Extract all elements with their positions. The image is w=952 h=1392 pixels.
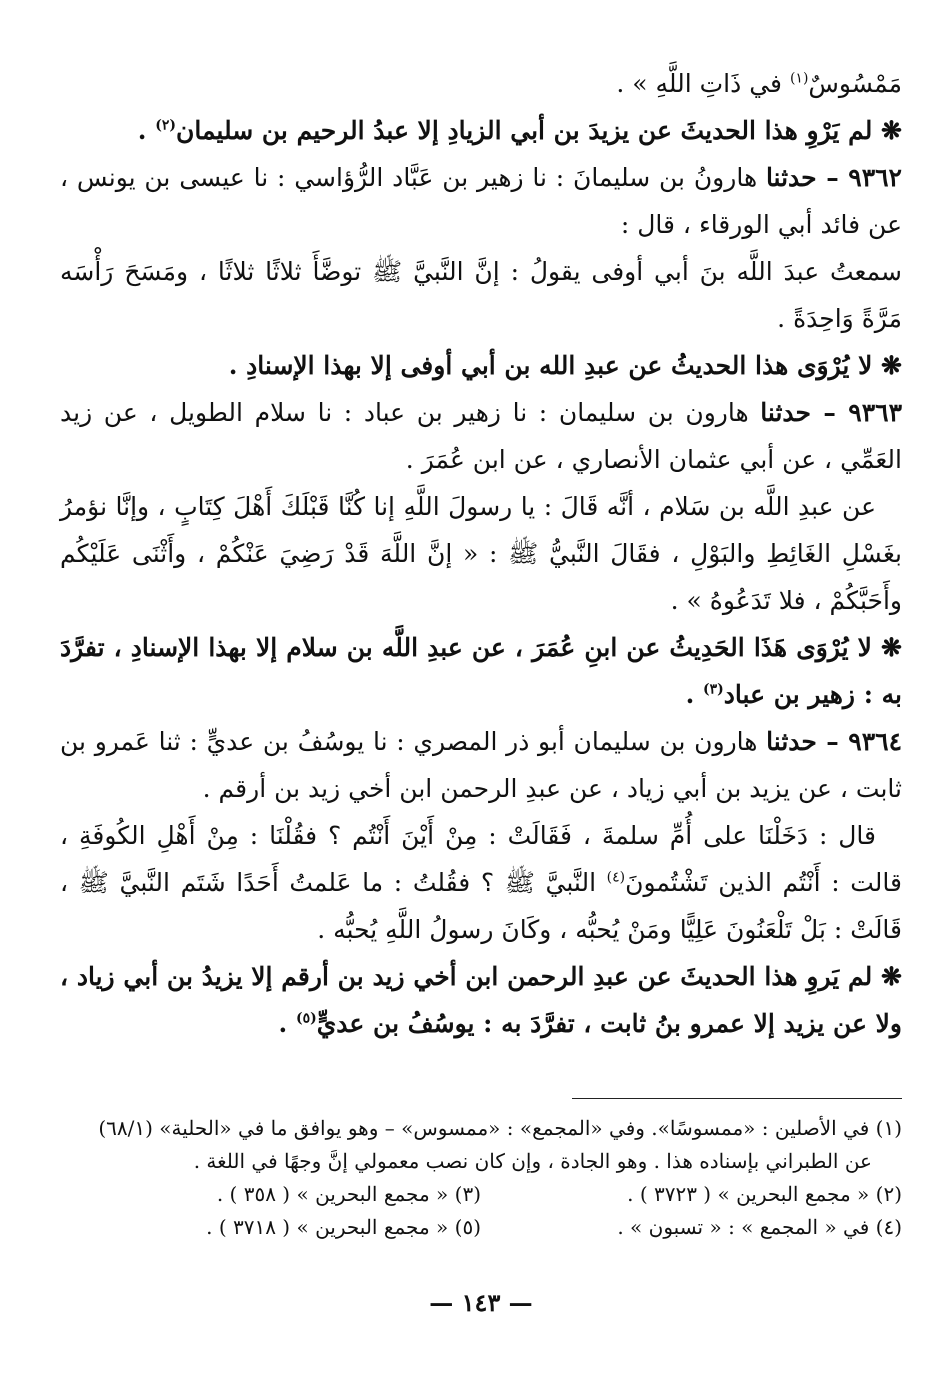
footnote-4: (٤) في « المجمع » : « تسبون » . — [617, 1215, 902, 1239]
hadith-9364-text: هارون بن سليمان أبو ذر المصري : نا يوسُفُ بن عديٍّ : ثنا عَمرو بن ثابت ، عن يزيد بن أبي زياد ، عن عبدِ الرحمن ابن أخي زيد بن أرقم . — [60, 727, 902, 803]
footnote-5: (٥) « مجمع البحرين » ( ٣٧١٨ ) . — [206, 1215, 481, 1239]
comment-2-text: لا يُرْوَى هذا الحديثُ عن عبدِ الله بن أبي أوفى إلا بهذا الإسنادِ . — [228, 351, 882, 380]
hadith-9364-chain — [60, 718, 902, 812]
comment-3-text: لا يُرْوَى هَذَا الحَدِيثُ عن ابنِ عُمَرَ ، عن عبدِ اللَّه بن سلام إلا بهذا الإسنادِ ، تفرَّدَ به : زهير بن عباد — [60, 633, 902, 709]
comment-4-end: . — [278, 1009, 296, 1038]
star-icon: ❋ — [881, 116, 902, 145]
hadith-9362-chain — [60, 154, 902, 248]
hadith-9362-body: سمعتُ عبدَ اللَّه بنَ أبي أوفى يقولُ : إنَّ النَّبيَّ ﷺ توضَّأَ ثلاثًا ثلاثًا ، ومَسَحَ رَأْسَه مَرَّةً وَاحِدَةً . — [60, 257, 902, 333]
comment-1 — [60, 107, 902, 154]
hadith-9363-number: ٩٣٦٣ – حدثنا — [760, 398, 903, 427]
footnote-row-4-5 — [60, 1211, 902, 1243]
footnote-2: (٢) « مجمع البحرين » ( ٣٧٢٣ ) . — [627, 1182, 902, 1206]
comment-2 — [60, 342, 902, 389]
text-p1: مَمْسُوسٌ — [808, 69, 902, 98]
comment-4-text: لم يَروِ هذا الحديثَ عن عبدِ الرحمن ابن أخي زيد بن أرقم إلا يزيدُ بن أبي زياد ، ولا عن يزيد إلا عمرو بنُ ثابت ، تفرَّدَ به : يوسُفُ بن عديٍّ — [60, 962, 902, 1038]
text-line-1 — [60, 60, 902, 107]
footnote-ref-2: (٢) — [155, 117, 176, 134]
comment-3-end: . — [685, 680, 704, 709]
hadith-9363-text: هارون بن سليمان : نا زهير بن عباد : نا سلام الطويل ، عن زيد العَمِّي ، عن أبي عثمان الأنصاري ، عن ابن عُمَرَ . — [60, 398, 902, 474]
hadith-9362-number: ٩٣٦٢ – حدثنا — [765, 163, 902, 192]
hadith-9364-number: ٩٣٦٤ – حدثنا — [766, 727, 902, 756]
comment-3 — [60, 624, 902, 718]
star-icon: ❋ — [881, 962, 902, 991]
hadith-9363-chain — [60, 389, 902, 483]
page-number: — ١٤٣ — — [429, 1288, 533, 1317]
footnote-1-cont: عن الطبراني بإسناده هذا . وهو الجادة ، وإن كان نصب معمولي إنَّ وجهًا في اللغة . — [193, 1149, 872, 1173]
hadith-9364-body-a: قال : دَخَلْنَا على أُمِّ سلمةَ ، فَقَالَتْ : مِنْ أَيْنَ أَنْتُم ؟ فقُلْنَا : مِنْ أَهْلِ الكُوفَةِ ، قالت : أَنْتُم الذين تَشْتُمونَ — [60, 821, 902, 897]
footnote-ref-3: (٣) — [703, 681, 724, 698]
comment-1-text: لم يَرْوِ هذا الحديثَ عن يزيدَ بن أبي الزيادِ إلا عبدُ الرحيم بن سليمان — [175, 116, 882, 145]
book-page — [60, 60, 902, 1352]
hadith-9364-body — [60, 812, 902, 953]
hadith-9364-body-b: النَّبيَّ ﷺ ؟ فقُلتُ : ما عَلمتُ أَحَدًا شَتَم النَّبيَّ ﷺ ، قَالَتْ : بَلْ تَلْعَنُونَ عَلِيًّا ومَنْ يُحبُّه ، وكَانَ رسولُ اللَّهِ يُحبُّه . — [60, 868, 902, 944]
hadith-9362-text: هارونُ بن سليمانَ : نا زهير بن عَبَّاد الرُّؤاسي : نا عيسى بن يونس ، عن فائد أبي الورقاء ، قال : — [60, 163, 902, 239]
text-p1-rest: في ذَاتِ اللَّهِ » . — [616, 69, 790, 98]
footnote-ref-1: (١) — [789, 70, 809, 87]
footnote-row-2-3 — [60, 1178, 902, 1210]
footnote-ref-4: (٤) — [606, 869, 626, 886]
star-icon: ❋ — [881, 351, 902, 380]
footnote-divider — [572, 1098, 902, 1099]
star-icon: ❋ — [881, 633, 902, 662]
footnote-ref-5: (٥) — [295, 1010, 317, 1027]
footnotes — [60, 1112, 902, 1244]
comment-4 — [60, 953, 902, 1047]
footnote-1: (١) في الأصلين : «ممسوسًا». وفي «المجمع» : «ممسوس» – وهو يوافق ما في «الحلية» (٦٨/١) — [98, 1116, 902, 1140]
comment-1-end: . — [137, 116, 156, 145]
hadith-9363-body: عن عبدِ اللَّه بن سَلام ، أنَّه قَالَ : يا رسولَ اللَّهِ إنا كُنَّا قَبْلَكَ أَهْلَ كِتَابٍ ، وإنَّا نؤمرُ بغَسْلِ الغَائِطِ والبَوْلِ ، فقَالَ النَّبيُّ ﷺ : « إنَّ اللَّهَ قَدْ رَضِيَ عَنْكُمْ ، وأَثْنَى عَلَيْكُم وأَحَبَّكُمْ ، فلا تَدَعُوهُ » . — [60, 492, 902, 615]
footnote-3: (٣) « مجمع البحرين » ( ٣٥٨ ) . — [216, 1182, 481, 1206]
